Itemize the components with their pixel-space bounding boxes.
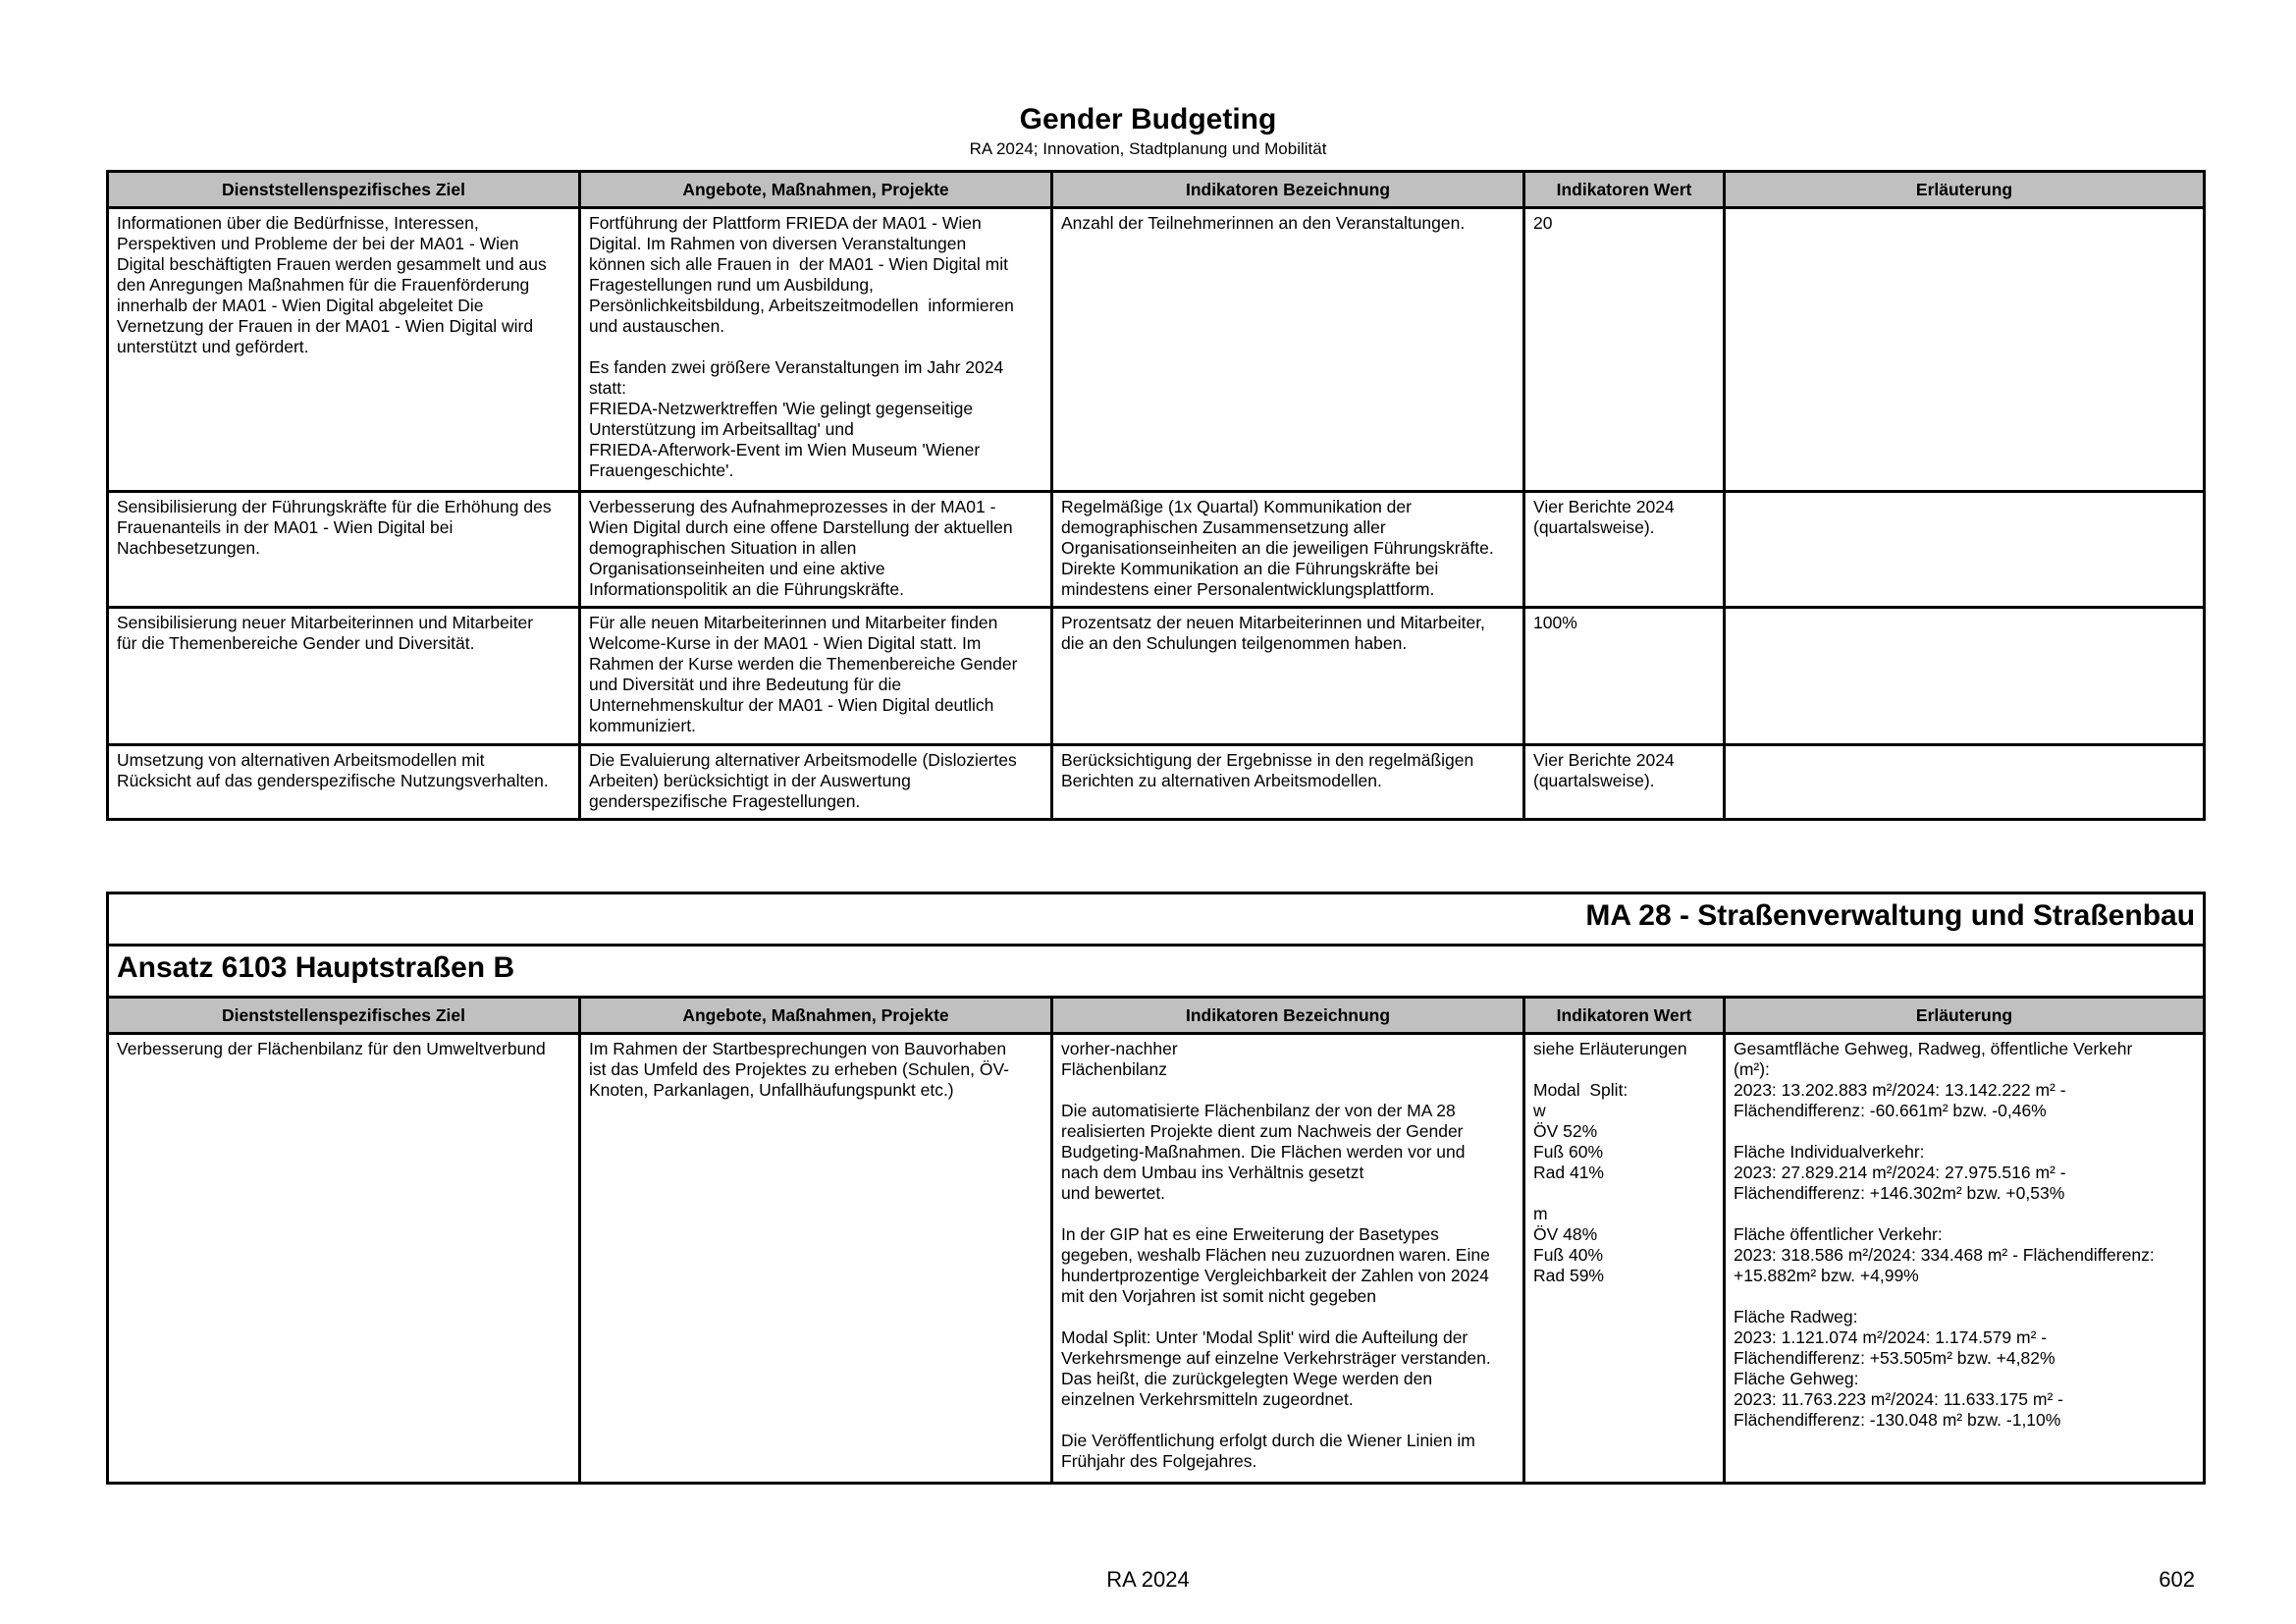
- cell-ziel: Informationen über die Bedürfnisse, Interessen, Perspektiven und Probleme der bei der MA01 - Wien Digital beschäftigten Frauen werden gesammelt und aus den Anregungen Maßnahmen für die Frauenförderung innerhalb der MA01 - Wien Digital abgeleitet Die Vernetzung der Frauen in der MA01 - Wien Digital wird unterstützt und gefördert.: [108, 208, 580, 492]
- table-row: [108, 1034, 2205, 1484]
- table-row: [108, 208, 2205, 492]
- table-header-row: [108, 172, 2205, 208]
- cell-indikator-bezeichnung: Regelmäßige (1x Quartal) Kommunikation der demographischen Zusammensetzung aller Organisationseinheiten an die jeweiligen Führungskräfte. Direkte Kommunikation an die Führungskräfte bei mindestens einer Personalentwicklungsplattform.: [1052, 492, 1524, 608]
- cell-angebote: Im Rahmen der Startbesprechungen von Bauvorhaben ist das Umfeld des Projektes zu erheben (Schulen, ÖV- Knoten, Parkanlagen, Unfallhäufungspunkt etc.): [580, 1034, 1052, 1484]
- cell-erlaeuterung: [1725, 492, 2205, 608]
- cell-indikator-wert: Vier Berichte 2024 (quartalsweise).: [1524, 492, 1725, 608]
- cell-indikator-bezeichnung: Prozentsatz der neuen Mitarbeiterinnen und Mitarbeiter, die an den Schulungen teilgenommen haben.: [1052, 608, 1524, 745]
- cell-erlaeuterung: [1725, 208, 2205, 492]
- page-subtitle: RA 2024; Innovation, Stadtplanung und Mobilität: [969, 139, 1327, 158]
- footer-label: RA 2024: [1106, 1567, 1190, 1592]
- ansatz-title: Ansatz 6103 Hauptstraßen B: [108, 946, 2205, 998]
- cell-angebote: Für alle neuen Mitarbeiterinnen und Mitarbeiter finden Welcome-Kurse in der MA01 - Wien Digital statt. Im Rahmen der Kurse werden die Themenbereiche Gender und Diversität und ihre Bedeutung für die Unternehmenskultur der MA01 - Wien Digital deutlich kommuniziert.: [580, 608, 1052, 745]
- cell-indikator-wert: 20: [1524, 208, 1725, 492]
- cell-angebote: Fortführung der Plattform FRIEDA der MA01 - Wien Digital. Im Rahmen von diversen Veranstaltungen können sich alle Frauen in der MA01 - Wien Digital mit Fragestellungen rund um Ausbildung, Persönlichkeitsbildung, Arbeitszeitmodellen informieren und austauschen. Es fanden zwei größere Veranstaltungen im Jahr 2024 statt: FRIEDA-Netzwerktreffen 'Wie gelingt gegenseitige Unterstützung im Arbeitsalltag' und FRIEDA-Afterwork-Event im Wien Museum 'Wiener Frauengeschichte'.: [580, 208, 1052, 492]
- department-title: MA 28 - Straßenverwaltung und Straßenbau: [108, 893, 2205, 946]
- department-row: [108, 893, 2205, 946]
- cell-indikator-bezeichnung: Anzahl der Teilnehmerinnen an den Veranstaltungen.: [1052, 208, 1524, 492]
- table-row: [108, 608, 2205, 745]
- cell-erlaeuterung: [1725, 608, 2205, 745]
- col-header-angebote: Angebote, Maßnahmen, Projekte: [580, 998, 1052, 1034]
- col-header-ziel: Dienststellenspezifisches Ziel: [108, 172, 580, 208]
- cell-ziel: Sensibilisierung der Führungskräfte für die Erhöhung des Frauenanteils in der MA01 - Wien Digital bei Nachbesetzungen.: [108, 492, 580, 608]
- page-title: Gender Budgeting: [1019, 103, 1277, 135]
- cell-indikator-wert: siehe Erläuterungen Modal Split: w ÖV 52% Fuß 60% Rad 41% m ÖV 48% Fuß 40% Rad 59%: [1524, 1034, 1725, 1484]
- cell-angebote: Verbesserung des Aufnahmeprozesses in der MA01 - Wien Digital durch eine offene Darstellung der aktuellen demographischen Situation in allen Organisationseinheiten und eine aktive Informationspolitik an die Führungskräfte.: [580, 492, 1052, 608]
- cell-indikator-bezeichnung: Berücksichtigung der Ergebnisse in den regelmäßigen Berichten zu alternativen Arbeitsmodellen.: [1052, 745, 1524, 820]
- cell-indikator-wert: Vier Berichte 2024 (quartalsweise).: [1524, 745, 1725, 820]
- cell-erlaeuterung: Gesamtfläche Gehweg, Radweg, öffentliche Verkehr (m²): 2023: 13.202.883 m²/2024: 13.142.222 m² - Flächendifferenz: -60.661m² bzw. -0,46% Fläche Individualverkehr: 2023: 27.829.214 m²/2024: 27.975.516 m² - Flächendifferenz: +146.302m² bzw. +0,53% Fläche öffentlicher Verkehr: 2023: 318.586 m²/2024: 334.468 m² - Flächendifferenz: +15.882m² bzw. +4,99% Fläche Radweg: 2023: 1.121.074 m²/2024: 1.174.579 m² - Flächendifferenz: +53.505m² bzw. +4,82% Fläche Gehweg: 2023: 11.763.223 m²/2024: 11.633.175 m² - Flächendifferenz: -130.048 m² bzw. -1,10%: [1725, 1034, 2205, 1484]
- gender-budgeting-table-ma28: [106, 892, 2206, 1485]
- table-header-row: [108, 998, 2205, 1034]
- cell-ziel: Verbesserung der Flächenbilanz für den Umweltverbund: [108, 1034, 580, 1484]
- col-header-indikator-bezeichnung: Indikatoren Bezeichnung: [1052, 998, 1524, 1034]
- cell-erlaeuterung: [1725, 745, 2205, 820]
- gender-budgeting-table-ma01: [106, 170, 2206, 821]
- table-row: [108, 492, 2205, 608]
- cell-ziel: Umsetzung von alternativen Arbeitsmodellen mit Rücksicht auf das genderspezifische Nutzungsverhalten.: [108, 745, 580, 820]
- col-header-indikator-wert: Indikatoren Wert: [1524, 998, 1725, 1034]
- cell-indikator-wert: 100%: [1524, 608, 1725, 745]
- page-number: 602: [2159, 1567, 2195, 1592]
- col-header-indikator-bezeichnung: Indikatoren Bezeichnung: [1052, 172, 1524, 208]
- col-header-ziel: Dienststellenspezifisches Ziel: [108, 998, 580, 1034]
- cell-indikator-bezeichnung: vorher-nachher Flächenbilanz Die automatisierte Flächenbilanz der von der MA 28 realisierten Projekte dient zum Nachweis der Gender Budgeting-Maßnahmen. Die Flächen werden vor und nach dem Umbau ins Verhältnis gesetzt und bewertet. In der GIP hat es eine Erweiterung der Basetypes gegeben, weshalb Flächen neu zuzuordnen waren. Eine hundertprozentige Vergleichbarkeit der Zahlen von 2024 mit den Vorjahren ist somit nicht gegeben Modal Split: Unter 'Modal Split' wird die Aufteilung der Verkehrsmenge auf einzelne Verkehrsträger verstanden. Das heißt, die zurückgelegten Wege werden den einzelnen Verkehrsmitteln zugeordnet. Die Veröffentlichung erfolgt durch die Wiener Linien im Frühjahr des Folgejahres.: [1052, 1034, 1524, 1484]
- table-row: [108, 745, 2205, 820]
- cell-angebote: Die Evaluierung alternativer Arbeitsmodelle (Disloziertes Arbeiten) berücksichtigt in der Auswertung genderspezifische Fragestellungen.: [580, 745, 1052, 820]
- col-header-erlaeuterung: Erläuterung: [1725, 998, 2205, 1034]
- ansatz-row: [108, 946, 2205, 998]
- col-header-angebote: Angebote, Maßnahmen, Projekte: [580, 172, 1052, 208]
- col-header-erlaeuterung: Erläuterung: [1725, 172, 2205, 208]
- cell-ziel: Sensibilisierung neuer Mitarbeiterinnen und Mitarbeiter für die Themenbereiche Gender und Diversität.: [108, 608, 580, 745]
- col-header-indikator-wert: Indikatoren Wert: [1524, 172, 1725, 208]
